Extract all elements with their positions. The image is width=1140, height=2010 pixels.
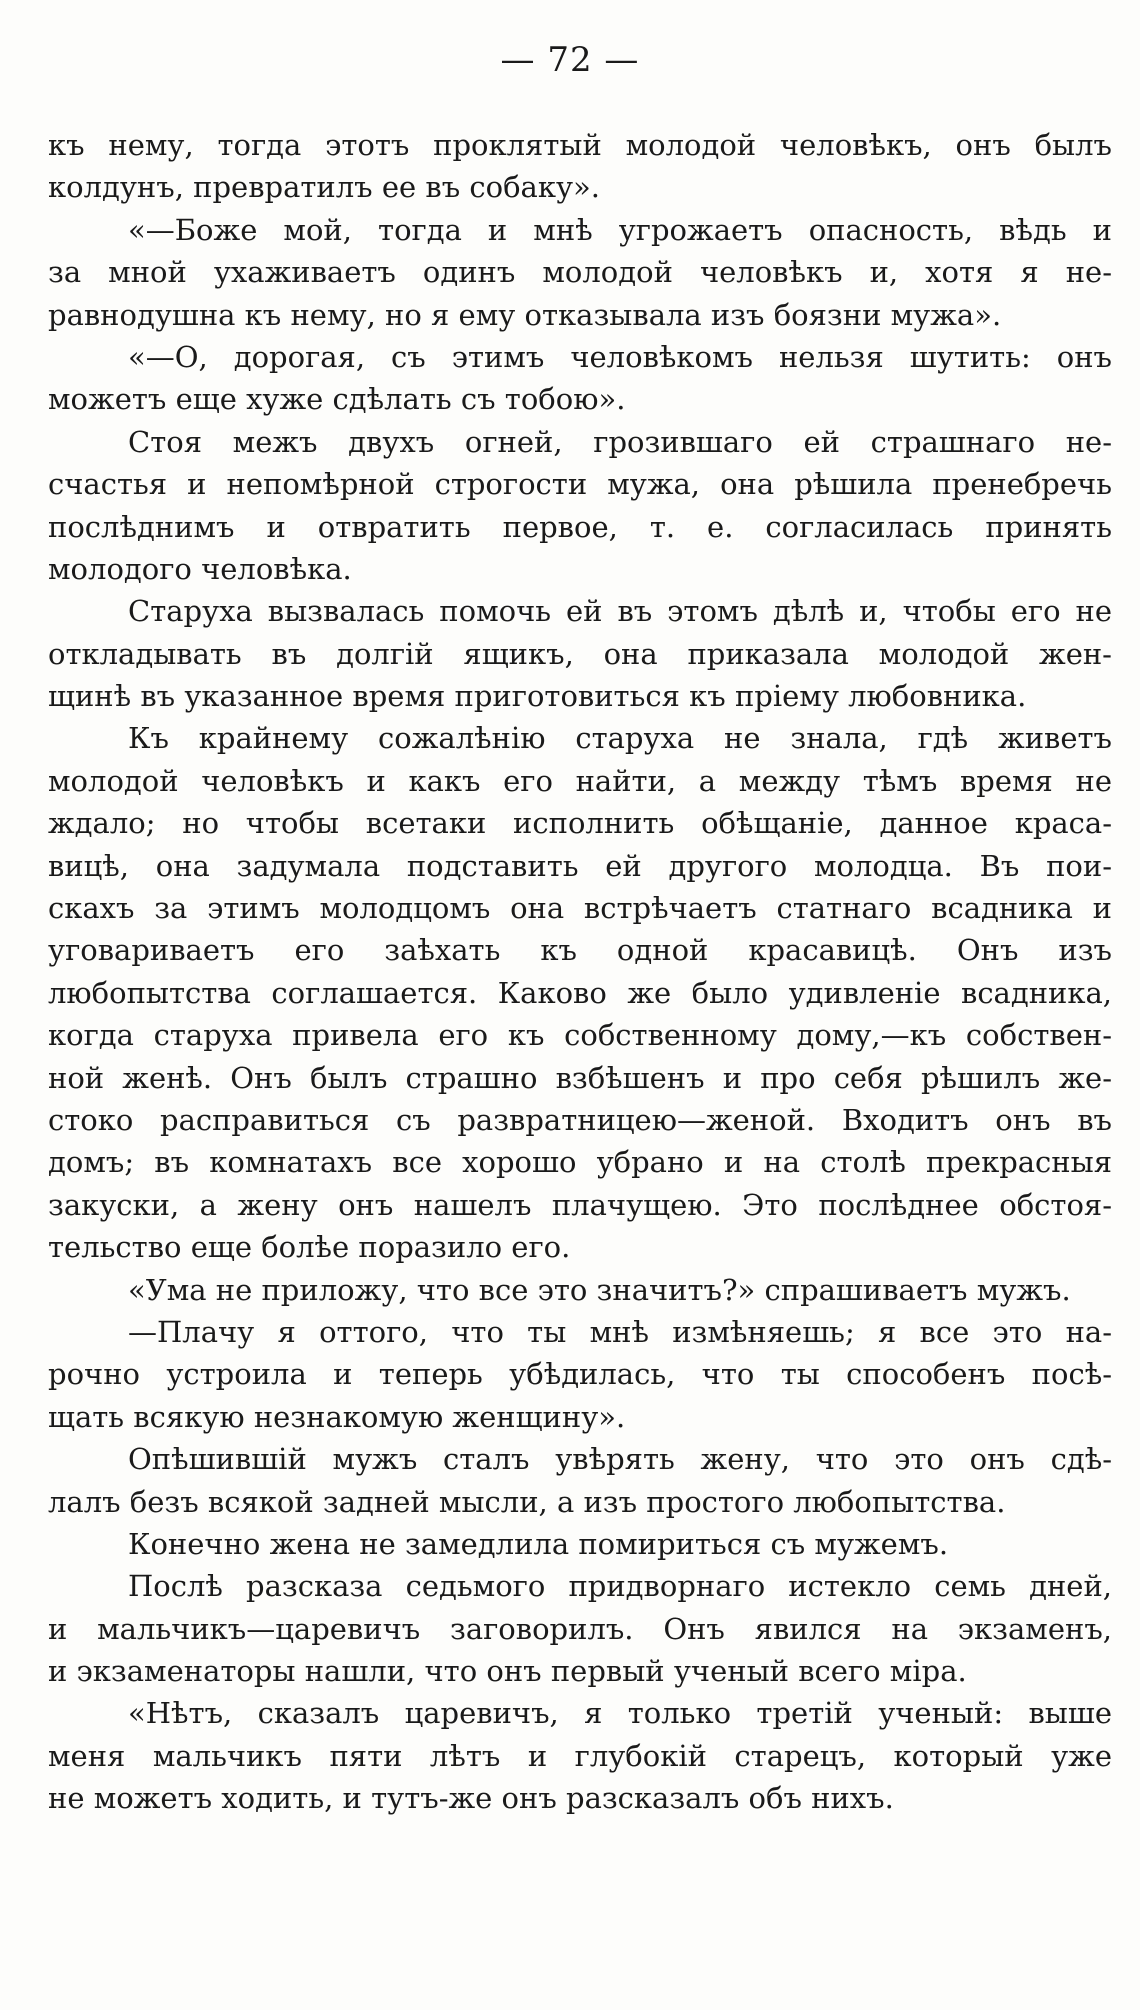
text-line: Стоя межъ двухъ огней, грозившаго ей страшнаго не- <box>128 424 1112 459</box>
text-line: щинѣ въ указанное время приготовиться къ пріему любовника. <box>48 679 1027 714</box>
text-line: щать всякую незнакомую женщину». <box>48 1399 626 1434</box>
paragraph <box>48 421 1112 591</box>
text-line: «Ума не приложу, что все это значитъ?» спрашиваетъ мужъ. <box>128 1272 1071 1307</box>
text-line: домъ; въ комнатахъ все хорошо убрано и на столѣ прекрасныя <box>48 1145 1112 1180</box>
text-line: равнодушна къ нему, но я ему отказывала изъ боязни мужа». <box>48 297 1002 332</box>
paragraph <box>48 590 1112 717</box>
text-line: и мальчикъ—царевичъ заговорилъ. Онъ явился на экзаменъ, <box>48 1611 1112 1646</box>
text-line: ной женѣ. Онъ былъ страшно взбѣшенъ и про себя рѣшилъ же- <box>48 1060 1112 1095</box>
paragraph <box>48 1311 1112 1438</box>
paragraph <box>48 336 1112 421</box>
text-line: за мной ухаживаетъ одинъ молодой человѣкъ и, хотя я не- <box>48 255 1112 290</box>
text-line: молодого человѣка. <box>48 551 352 586</box>
text-line: Послѣ разсказа седьмого придворнаго истекло семь дней, <box>128 1569 1112 1604</box>
text-line: тельство еще болѣе поразило его. <box>48 1230 571 1265</box>
text-line: послѣднимъ и отвратить первое, т. е. согласилась принять <box>48 509 1112 544</box>
text-line: «—О, дорогая, съ этимъ человѣкомъ нельзя шутить: онъ <box>128 339 1112 374</box>
text-line: рочно устроила и теперь убѣдилась, что ты способенъ посѣ- <box>48 1357 1112 1392</box>
text-line: не можетъ ходить, и тутъ-же онъ разсказалъ объ нихъ. <box>48 1781 894 1816</box>
text-line: можетъ еще хуже сдѣлать съ тобою». <box>48 382 626 417</box>
text-line: Старуха вызвалась помочь ей въ этомъ дѣлѣ и, чтобы его не <box>128 594 1112 629</box>
text-line: вицѣ, она задумала подставить ей другого молодца. Въ пои- <box>48 848 1112 883</box>
text-line: откладывать въ долгій ящикъ, она приказала молодой жен- <box>48 636 1112 671</box>
page-number: — 72 — <box>500 40 640 80</box>
text-line: лалъ безъ всякой задней мысли, а изъ простого любопытства. <box>48 1484 1006 1519</box>
text-line: скахъ за этимъ молодцомъ она встрѣчаетъ статнаго всадника и <box>48 891 1112 926</box>
text-line: и экзаменаторы нашли, что онъ первый ученый всего міра. <box>48 1654 967 1689</box>
text-line: Конечно жена не замедлила помириться съ мужемъ. <box>128 1526 949 1561</box>
paragraph <box>48 1565 1112 1692</box>
text-line: стоко расправиться съ развратницею—женой. Входитъ онъ въ <box>48 1102 1112 1137</box>
text-line: закуски, а жену онъ нашелъ плачущею. Это послѣднее обстоя- <box>48 1187 1112 1222</box>
text-line: —Плачу я оттого, что ты мнѣ измѣняешь; я все это на- <box>128 1314 1112 1349</box>
text-line: меня мальчикъ пяти лѣтъ и глубокій старецъ, который уже <box>48 1738 1112 1773</box>
paragraph <box>48 1523 1112 1565</box>
text-line: Опѣшившій мужъ сталъ увѣрять жену, что это онъ сдѣ- <box>128 1442 1112 1477</box>
paragraph <box>48 124 1112 209</box>
text-line: Къ крайнему сожалѣнію старуха не знала, гдѣ живетъ <box>128 721 1112 756</box>
text-line: любопытства соглашается. Каково же было удивленіе всадника, <box>48 975 1112 1010</box>
text-line: колдунъ, превратилъ ее въ собаку». <box>48 170 600 205</box>
paragraph <box>48 1269 1112 1311</box>
text-line: молодой человѣкъ и какъ его найти, а между тѣмъ время не <box>48 763 1112 798</box>
paragraph <box>48 717 1112 1268</box>
paragraph <box>48 1692 1112 1819</box>
text-line: къ нему, тогда этотъ проклятый молодой человѣкъ, онъ былъ <box>48 128 1112 162</box>
text-line: «—Боже мой, тогда и мнѣ угрожаетъ опасность, вѣдь и <box>128 212 1112 247</box>
text-line: счастья и непомѣрной строгости мужа, она рѣшила пренебречь <box>48 467 1112 502</box>
text-line: ждало; но чтобы всетаки исполнить обѣщаніе, данное краса- <box>48 806 1112 841</box>
text-line: уговариваетъ его заѣхать къ одной красавицѣ. Онъ изъ <box>48 933 1112 968</box>
text-line: «Нѣтъ, сказалъ царевичъ, я только третій ученый: выше <box>128 1696 1112 1731</box>
paragraph <box>48 209 1112 336</box>
body-text <box>48 124 1112 1820</box>
paragraph <box>48 1438 1112 1523</box>
text-line: когда старуха привела его къ собственному дому,—къ собствен- <box>48 1018 1112 1053</box>
